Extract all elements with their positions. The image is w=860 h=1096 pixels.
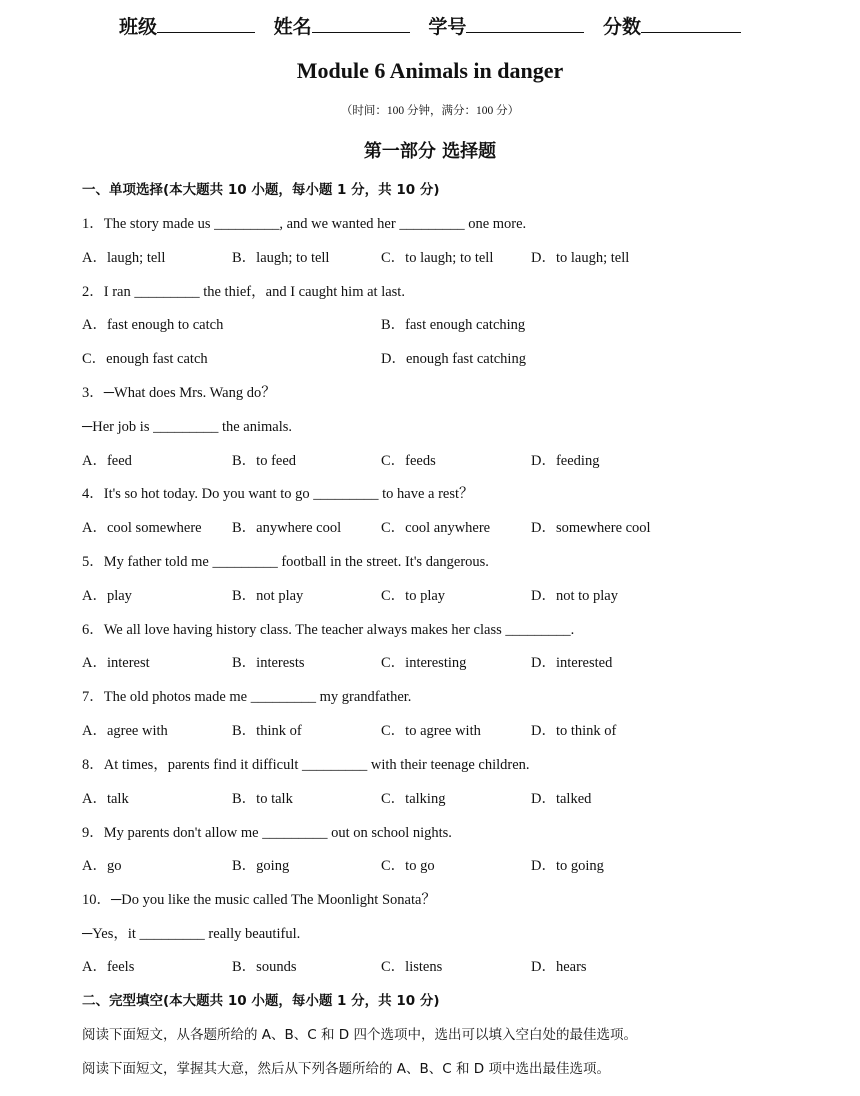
option-b[interactable]: B．think of (232, 723, 302, 739)
class-field (119, 12, 255, 39)
option-c[interactable]: C．feeds (381, 453, 436, 469)
section-heading: 二、完型填空(本大题共 10 小题，每小题 1 分，共 10 分) (82, 993, 440, 1009)
option-a[interactable]: A．agree with (82, 723, 168, 739)
question-stem: 2．I ran _________ the thief，and I caught him at last. (82, 284, 405, 300)
question-stem: 6．We all love having history class. The teacher always makes her class _________. (82, 622, 575, 638)
instruction-text: 阅读下面短文，掌握其大意，然后从下列各题所给的 A、B、C 和 D 项中选出最佳选项。 (82, 1061, 610, 1077)
name-blank[interactable] (312, 14, 410, 33)
option-d[interactable]: D．feeding (531, 453, 600, 469)
name-label: 姓名 (273, 16, 312, 38)
option-c[interactable]: C．to go (381, 858, 435, 874)
instruction-text: 阅读下面短文，从各题所给的 A、B、C 和 D 四个选项中，选出可以填入空白处的最佳选项。 (82, 1027, 637, 1043)
option-c[interactable]: C．cool anywhere (381, 520, 491, 536)
option-d[interactable]: D．to laugh; tell (531, 250, 630, 266)
question-stem: 8．At times，parents find it difficult _________ with their teenage children. (82, 757, 530, 773)
student-info-line (0, 12, 860, 39)
option-a[interactable]: A．interest (82, 655, 150, 671)
option-a[interactable]: A．feed (82, 453, 132, 469)
option-a[interactable]: A．feels (82, 959, 135, 975)
option-b[interactable]: B．interests (232, 655, 305, 671)
option-a[interactable]: A．laugh; tell (82, 250, 166, 266)
option-b[interactable]: B．anywhere cool (232, 520, 342, 536)
class-label: 班级 (119, 16, 158, 38)
option-c[interactable]: C．to laugh; to tell (381, 250, 494, 266)
option-a[interactable]: A．go (82, 858, 122, 874)
option-b[interactable]: B．not play (232, 588, 304, 604)
option-b[interactable]: B．going (232, 858, 290, 874)
option-c[interactable]: C．talking (381, 791, 446, 807)
option-d[interactable]: D．talked (531, 791, 592, 807)
question-stem: 9．My parents don't allow me _________ out on school nights. (82, 825, 452, 841)
id-field (428, 12, 584, 39)
option-c[interactable]: C．to play (381, 588, 446, 604)
page-title: Module 6 Animals in danger (296, 58, 564, 83)
name-field (274, 12, 410, 39)
score-label: 分数 (602, 16, 641, 38)
question-stem: 10．─Do you like the music called The Moonlight Sonata？ (82, 892, 436, 908)
option-d[interactable]: D．to going (531, 858, 604, 874)
class-blank[interactable] (157, 14, 255, 33)
option-c[interactable]: C．listens (381, 959, 443, 975)
part-title: 第一部分 选择题 (363, 141, 497, 162)
id-blank[interactable] (466, 14, 584, 33)
option-b[interactable]: B．sounds (232, 959, 297, 975)
option-b[interactable]: B．to feed (232, 453, 297, 469)
exam-meta: （时间：100 分钟，满分：100 分） (340, 105, 520, 117)
option-d[interactable]: D．somewhere cool (531, 520, 651, 536)
option-a[interactable]: A．cool somewhere (82, 520, 202, 536)
option-b[interactable]: B．to talk (232, 791, 293, 807)
option-a[interactable]: A．talk (82, 791, 129, 807)
id-label: 学号 (428, 16, 467, 38)
option-b[interactable]: B．laugh; to tell (232, 250, 330, 266)
question-stem-line2: ─Yes，it _________ really beautiful. (82, 926, 301, 942)
question-stem: 4．It's so hot today. Do you want to go _________ to have a rest？ (82, 486, 474, 502)
option-c[interactable]: C．to agree with (381, 723, 481, 739)
option-c[interactable]: C．enough fast catch (82, 351, 208, 367)
question-stem: 7．The old photos made me _________ my grandfather. (82, 689, 412, 705)
score-field (603, 12, 741, 39)
question-stem: 1．The story made us _________, and we wanted her _________ one more. (82, 216, 527, 232)
option-d[interactable]: D．interested (531, 655, 613, 671)
option-d[interactable]: D．to think of (531, 723, 617, 739)
question-stem-line2: ─Her job is _________ the animals. (82, 419, 293, 435)
option-d[interactable]: D．enough fast catching (381, 351, 526, 367)
section-heading: 一、单项选择(本大题共 10 小题，每小题 1 分，共 10 分) (82, 182, 440, 198)
option-a[interactable]: A．play (82, 588, 132, 604)
question-stem: 5．My father told me _________ football in the street. It's dangerous. (82, 554, 489, 570)
score-blank[interactable] (641, 14, 741, 33)
option-a[interactable]: A．fast enough to catch (82, 317, 224, 333)
option-d[interactable]: D．hears (531, 959, 587, 975)
option-d[interactable]: D．not to play (531, 588, 618, 604)
option-c[interactable]: C．interesting (381, 655, 467, 671)
option-b[interactable]: B．fast enough catching (381, 317, 526, 333)
question-stem: 3．─What does Mrs. Wang do？ (82, 385, 276, 401)
